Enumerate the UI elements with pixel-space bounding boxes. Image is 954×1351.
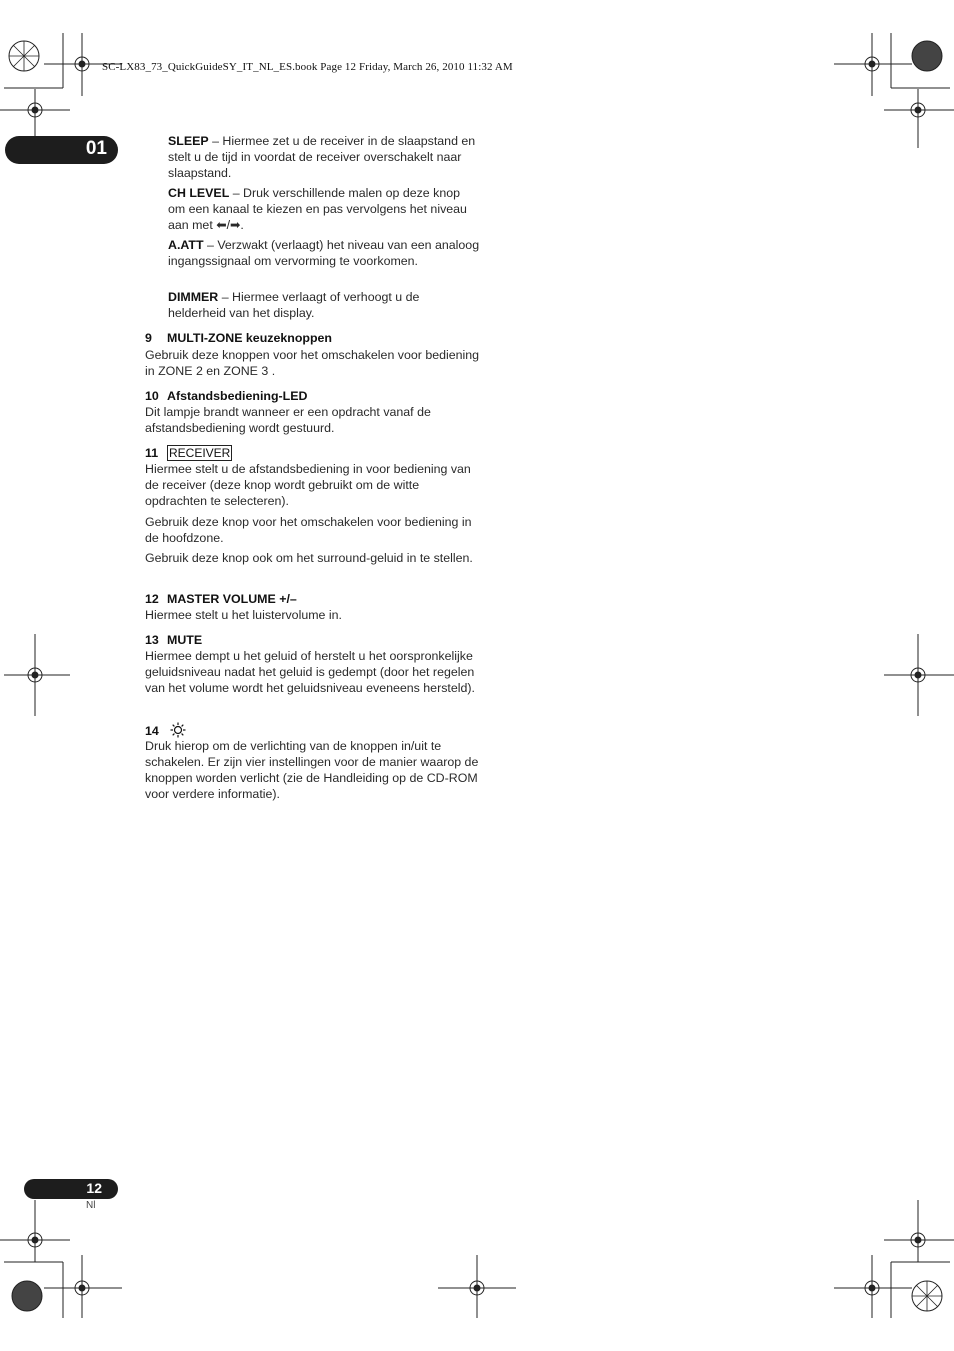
section-number: 9: [145, 331, 152, 345]
chapter-number: 01: [85, 138, 107, 159]
section-title: MUTE: [167, 633, 203, 647]
section-11-para-3: Gebruik deze knop ook om het surround-geluid in te stellen.: [145, 551, 473, 565]
section-12-para-1: Hiermee stelt u het luistervolume in.: [145, 608, 342, 622]
a-att-text: – Verzwakt (verlaagt) het niveau van een analoog ingangssignaal om vervorming te voorkomen.: [168, 238, 480, 268]
sub-item-sleep: [168, 133, 480, 181]
sub-item-dimmer: [168, 289, 480, 321]
section-11-para-1: Hiermee stelt u de afstandsbediening in voor bediening van de receiver (deze knop wordt gebruikt om de witte opdrachten te selecteren).: [145, 462, 471, 508]
section-heading-9: [145, 330, 332, 346]
section-number: 12: [145, 592, 159, 606]
section-number: 11: [145, 446, 159, 460]
ch-level-label: CH LEVEL: [168, 186, 230, 200]
chapter-tab: [5, 136, 118, 164]
section-14-para-1: Druk hierop om de verlichting van de knoppen in/uit te schakelen. Er zijn vier instellingen voor de manier waarop de knoppen worden verlicht (zie de Handleiding op de CD-ROM voor verdere informatie).: [145, 739, 479, 801]
section-9-para-1: Gebruik deze knoppen voor het omschakelen voor bediening in ZONE 2 en ZONE 3 .: [145, 348, 480, 378]
section-title: MULTI-ZONE keuzeknoppen: [167, 331, 332, 345]
ch-level-text: – Druk verschillende malen op deze knop om een kanaal te kiezen en pas vervolgens het niveau aan met ⬅/➡.: [168, 186, 467, 232]
section-heading-14: [145, 722, 186, 739]
section-heading-11: [145, 445, 232, 461]
sub-item-ch-level: [168, 185, 480, 233]
section-heading-12: [145, 591, 297, 607]
dimmer-label: DIMMER: [168, 290, 219, 304]
page-number-tab: [24, 1179, 118, 1199]
section-13-para-1: Hiermee dempt u het geluid of herstelt u het oorspronkelijke geluidsniveau nadat het geluid is gedempt (door het regelen van het volume wordt het geluidsniveau eveneens hersteld).: [145, 649, 475, 695]
page-number: 12: [86, 1180, 102, 1196]
section-number: 10: [145, 389, 159, 403]
light-bulb-icon: [170, 722, 186, 738]
sleep-text: – Hiermee zet u de receiver in de slaapstand en stelt u de tijd in voordat de receiver overschakelt naar slaapstand.: [168, 134, 476, 180]
section-title: MASTER VOLUME +/–: [167, 592, 297, 606]
language-code: Nl: [86, 1200, 96, 1211]
section-11-para-2: Gebruik deze knop voor het omschakelen voor bediening in de hoofdzone.: [145, 515, 472, 545]
sleep-label: SLEEP: [168, 134, 209, 148]
section-heading-10: [145, 388, 307, 404]
section-10-para-1: Dit lampje brandt wanneer er een opdracht vanaf de afstandsbediening wordt gestuurd.: [145, 405, 431, 435]
sub-item-a-att: [168, 237, 480, 269]
section-title: Afstandsbediening-LED: [167, 389, 308, 403]
book-header: SC-LX83_73_QuickGuideSY_IT_NL_ES.book Page 12 Friday, March 26, 2010 11:32 AM: [102, 61, 513, 73]
section-number: 14: [145, 724, 159, 738]
a-att-label: A.ATT: [168, 238, 204, 252]
section-heading-13: [145, 632, 202, 648]
section-number: 13: [145, 633, 159, 647]
receiver-button-label: RECEIVER: [169, 446, 231, 460]
dimmer-text: – Hiermee verlaagt of verhoogt u de helderheid van het display.: [168, 290, 420, 320]
